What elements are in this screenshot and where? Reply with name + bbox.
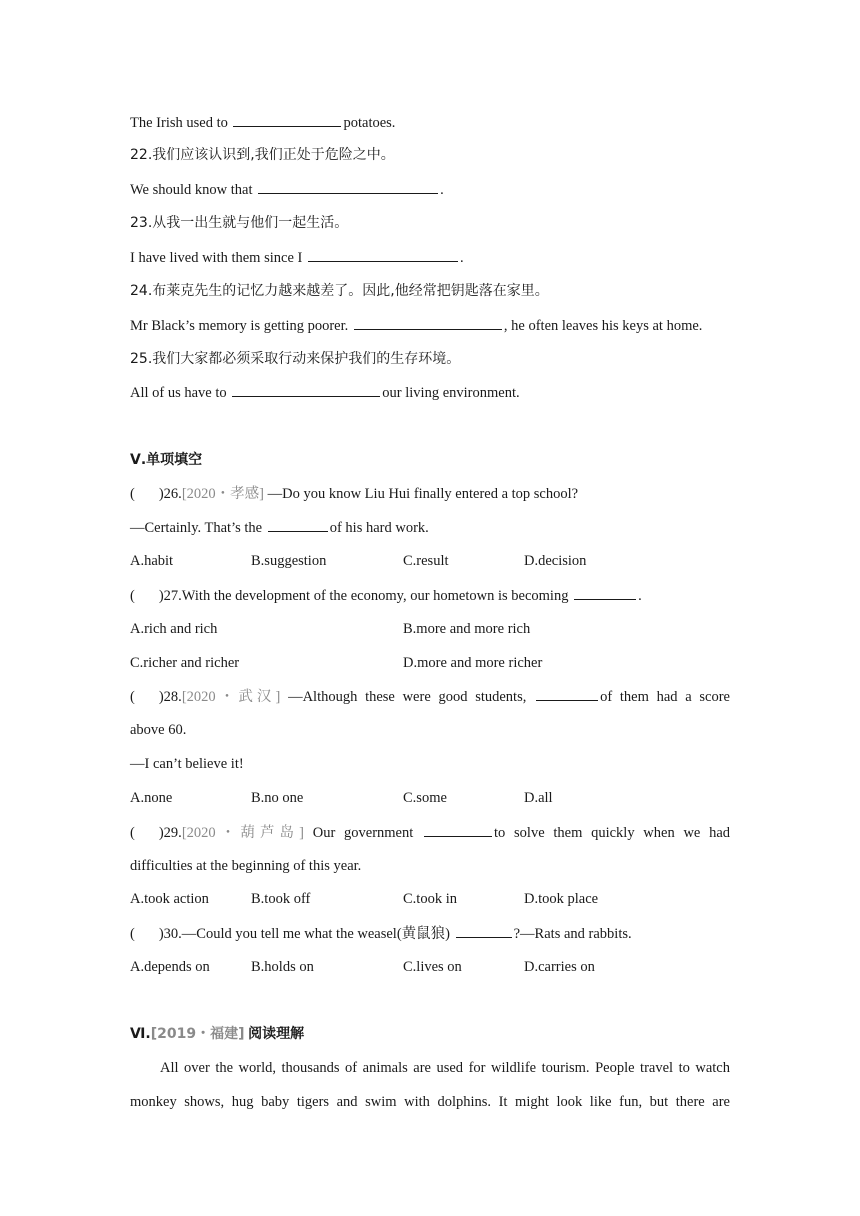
section-5-heading: Ⅴ.单项填空 (130, 452, 203, 468)
q22-text-a: We should know that (130, 182, 253, 198)
q22-chinese-line: 22.我们应该认识到,我们正处于危险之中。 (130, 147, 395, 163)
q29-option-c[interactable]: C.took in (403, 891, 457, 907)
q21-answer-blank[interactable] (233, 112, 341, 127)
q26-stem-text: —Do you know Liu Hui finally entered a top school? (267, 486, 579, 502)
q22-english-line (130, 179, 444, 200)
q30-option-b[interactable]: B.holds on (251, 959, 314, 975)
q30-stem-a: )30.—Could you tell me what the weasel(黄鼠狼) (158, 926, 450, 942)
q26-line2-b: of his hard work. (329, 520, 429, 536)
section-6-source: [2019・福建] (150, 1026, 245, 1042)
reading-para-line-1: All over the world, thousands of animals are used for wildlife tourism. People travel to watch (160, 1060, 730, 1076)
q29-stem-b: to solve them quickly when we had (494, 825, 731, 841)
q23-text-b: . (459, 250, 464, 266)
q27-paren: ( (130, 588, 135, 604)
q28-number: )28. (158, 689, 182, 705)
q26-number: )26. (158, 486, 182, 502)
q28-stem-b: of them had a score (600, 689, 730, 705)
q26-source: [2020・孝感] (181, 486, 264, 502)
q26-option-b[interactable]: B.suggestion (251, 553, 327, 569)
q29-source: [2020・葫芦岛] (181, 825, 304, 841)
q30-stem-line (130, 923, 632, 944)
q24-chinese-line: 24.布莱克先生的记忆力越来越差了。因此,他经常把钥匙落在家里。 (130, 283, 549, 299)
q26-answer-blank[interactable] (268, 517, 328, 532)
q29-paren: ( (130, 825, 135, 841)
q24-text-b: , he often leaves his keys at home. (503, 318, 703, 334)
q26-line-2 (130, 517, 429, 538)
q25-chinese-line: 25.我们大家都必须采取行动来保护我们的生存环境。 (130, 351, 461, 367)
section-6-number: Ⅵ. (130, 1026, 151, 1042)
q30-stem-b: ?—Rats and rabbits. (513, 926, 632, 942)
q29-line-2: difficulties at the beginning of this year. (130, 858, 362, 874)
q28-paren: ( (130, 689, 135, 705)
q26-line2-a: —Certainly. That’s the (130, 520, 263, 536)
q24-english-line (130, 315, 702, 336)
q28-option-c[interactable]: C.some (403, 790, 447, 806)
q30-option-d[interactable]: D.carries on (524, 959, 595, 975)
q30-paren: ( (130, 926, 135, 942)
q28-source: [2020・武汉] (181, 689, 281, 705)
q25-text-b: our living environment. (382, 385, 520, 401)
q30-option-c[interactable]: C.lives on (403, 959, 462, 975)
q28-stem-a: —Although these were good students, (288, 689, 527, 705)
q24-answer-blank[interactable] (354, 315, 502, 330)
q29-option-b[interactable]: B.took off (251, 891, 311, 907)
q30-answer-blank[interactable] (456, 923, 512, 938)
section-6-heading (130, 1024, 304, 1044)
q29-stem-a: Our government (312, 825, 414, 841)
q26-option-d[interactable]: D.decision (524, 553, 587, 569)
q28-line-2: above 60. (130, 722, 187, 738)
q27-option-b[interactable]: B.more and more rich (403, 621, 531, 637)
q27-stem-line (130, 585, 642, 606)
q27-answer-blank[interactable] (574, 585, 636, 600)
q26-option-c[interactable]: C.result (403, 553, 449, 569)
q21-text-b: potatoes. (343, 115, 396, 131)
q21-english-line (130, 112, 395, 133)
q27-option-d[interactable]: D.more and more richer (403, 655, 543, 671)
q25-text-a: All of us have to (130, 385, 227, 401)
q28-stem-line (130, 686, 730, 707)
q29-option-a[interactable]: A.took action (130, 891, 209, 907)
q28-line-3: —I can’t believe it! (130, 756, 244, 772)
q21-text-a: The Irish used to (130, 115, 228, 131)
q26-option-a[interactable]: A.habit (130, 553, 174, 569)
q22-answer-blank[interactable] (258, 179, 438, 194)
q28-answer-blank[interactable] (536, 686, 598, 701)
q29-stem-line (130, 822, 730, 843)
q28-option-d[interactable]: D.all (524, 790, 553, 806)
reading-para-line-2: monkey shows, hug baby tigers and swim with dolphins. It might look like fun, but there are (130, 1094, 730, 1110)
q28-option-a[interactable]: A.none (130, 790, 173, 806)
q29-option-d[interactable]: D.took place (524, 891, 599, 907)
q25-english-line (130, 382, 520, 403)
q27-option-a[interactable]: A.rich and rich (130, 621, 218, 637)
q27-option-c[interactable]: C.richer and richer (130, 655, 240, 671)
q23-text-a: I have lived with them since I (130, 250, 303, 266)
q30-option-a[interactable]: A.depends on (130, 959, 210, 975)
q23-english-line (130, 247, 464, 268)
q25-answer-blank[interactable] (232, 382, 380, 397)
q23-chinese-line: 23.从我一出生就与他们一起生活。 (130, 215, 349, 231)
q24-text-a: Mr Black’s memory is getting poorer. (130, 318, 349, 334)
q28-option-b[interactable]: B.no one (251, 790, 304, 806)
q22-text-b: . (440, 182, 444, 198)
q27-stem-b: . (638, 588, 642, 604)
section-6-title: 阅读理解 (248, 1026, 305, 1042)
q29-number: )29. (158, 825, 182, 841)
q29-answer-blank[interactable] (424, 822, 492, 837)
q26-paren: ( (130, 486, 135, 502)
q23-answer-blank[interactable] (308, 247, 458, 262)
q26-stem-line (130, 484, 578, 504)
q27-stem-a: )27.With the development of the economy, our hometown is becoming (158, 588, 569, 604)
